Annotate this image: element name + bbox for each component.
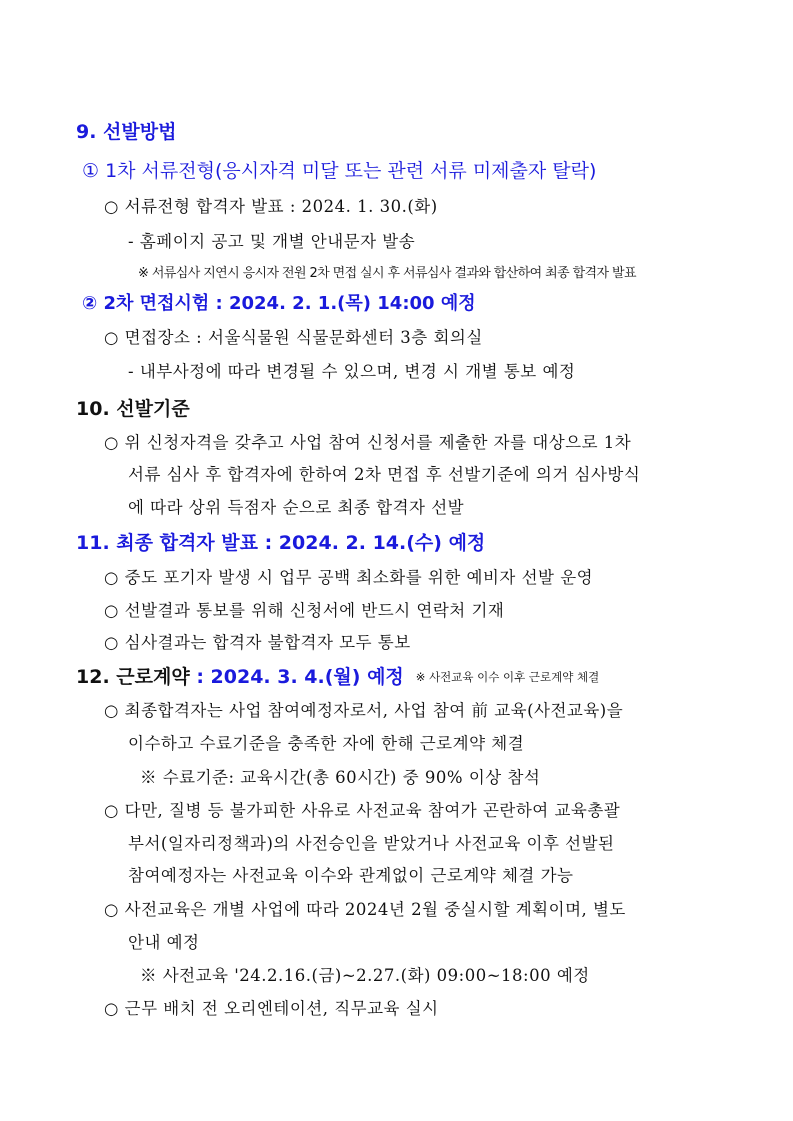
section-9-item-2-bullet: ○ 면접장소 : 서울식물원 식물문화센터 3층 회의실 (104, 328, 483, 347)
section-10-bullet-line-2: 서류 심사 후 합격자에 한하여 2차 면접 후 선발기준에 의거 심사방식 (128, 465, 641, 484)
section-11-title: 11. 최종 합격자 발표 : 2024. 2. 14.(수) 예정 (76, 532, 486, 554)
section-10-title: 10. 선발기준 (76, 398, 190, 420)
section-12-title-prefix: 12. 근로계약 (76, 666, 190, 688)
section-12-bullet-2-line-3: 참여예정자는 사전교육 이수와 관계없이 근로계약 체결 가능 (128, 866, 574, 885)
section-12-bullet-1-note: ※ 수료기준: 교육시간(총 60시간) 중 90% 이상 참석 (140, 768, 541, 787)
section-10-bullet-line-1: ○ 위 신청자격을 갖추고 사업 참여 신청서를 제출한 자를 대상으로 1차 (104, 433, 632, 452)
section-11-bullet-1: ○ 중도 포기자 발생 시 업무 공백 최소화를 위한 예비자 선발 운영 (104, 568, 594, 587)
section-12-title-date: : 2024. 3. 4.(월) 예정 (189, 666, 404, 688)
section-9-item-1: ① 1차 서류전형(응시자격 미달 또는 관련 서류 미제출자 탈락) (82, 160, 597, 182)
section-9-title: 9. 선발방법 (76, 121, 177, 143)
section-9-item-2-dash: - 내부사정에 따라 변경될 수 있으며, 변경 시 개별 통보 예정 (128, 362, 576, 381)
section-12-title-note: ※ 사전교육 이수 이후 근로계약 체결 (415, 670, 600, 684)
section-12-bullet-3-line-2: 안내 예정 (128, 933, 200, 952)
section-12-bullet-1-line-2: 이수하고 수료기준을 충족한 자에 한해 근로계약 체결 (128, 734, 525, 753)
section-11-bullet-3: ○ 심사결과는 합격자 불합격자 모두 통보 (104, 633, 411, 652)
section-9-item-2: ② 2차 면접시험 : 2024. 2. 1.(목) 14:00 예정 (82, 293, 476, 314)
section-9-item-1-note: ※ 서류심사 지연시 응시자 전원 2차 면접 실시 후 서류심사 결과와 합산하여 최종 합격자 발표 (138, 266, 636, 281)
section-12-bullet-4: ○ 근무 배치 전 오리엔테이션, 직무교육 실시 (104, 999, 439, 1018)
section-12-title (76, 662, 599, 689)
section-11-bullet-2: ○ 선발결과 통보를 위해 신청서에 반드시 연락처 기재 (104, 601, 505, 620)
section-9-item-1-bullet: ○ 서류전형 합격자 발표 : 2024. 1. 30.(화) (104, 197, 438, 216)
section-12-bullet-2-line-1: ○ 다만, 질병 등 불가피한 사유로 사전교육 참여가 곤란하여 교육총괄 (104, 801, 621, 820)
section-12-bullet-2-line-2: 부서(일자리정책과)의 사전승인을 받았거나 사전교육 이후 선발된 (128, 834, 615, 853)
section-12-bullet-1-line-1: ○ 최종합격자는 사업 참여예정자로서, 사업 참여 前 교육(사전교육)을 (104, 701, 624, 720)
section-12-bullet-3-line-1: ○ 사전교육은 개별 사업에 따라 2024년 2월 중실시할 계획이며, 별도 (104, 900, 626, 919)
section-9-item-1-dash: - 홈페이지 공고 및 개별 안내문자 발송 (128, 232, 416, 251)
section-12-bullet-3-note: ※ 사전교육 '24.2.16.(금)~2.27.(화) 09:00~18:00 예정 (140, 966, 590, 985)
section-10-bullet-line-3: 에 따라 상위 득점자 순으로 최종 합격자 선발 (128, 498, 465, 517)
